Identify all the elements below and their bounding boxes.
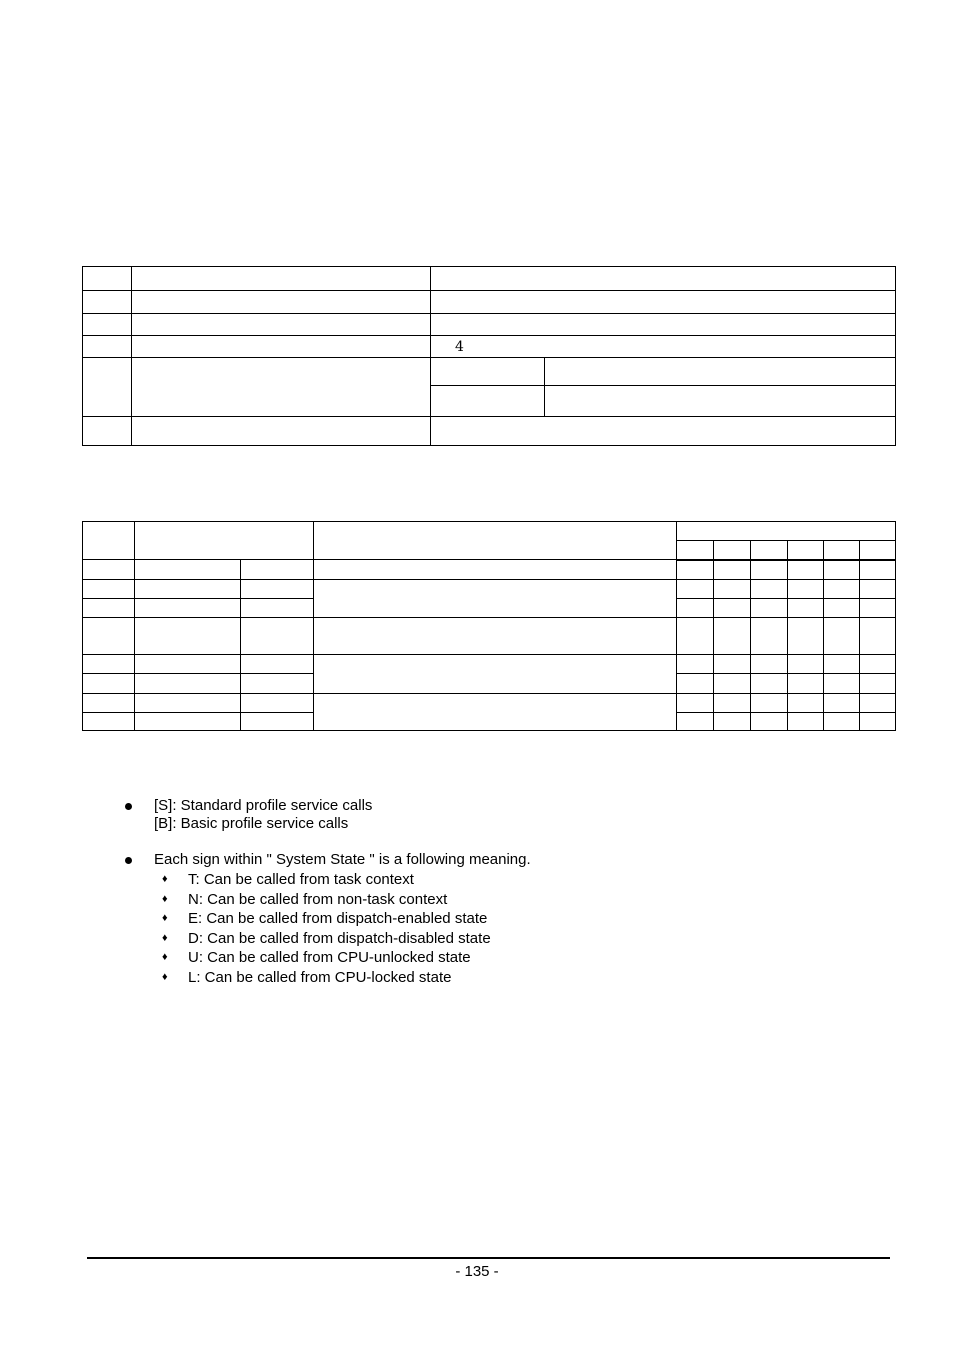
table-cell	[824, 580, 860, 599]
note-bullet	[120, 797, 531, 833]
table-cell	[545, 358, 896, 386]
table-cell	[135, 655, 241, 674]
table-cell	[751, 599, 788, 618]
table-cell	[83, 291, 132, 314]
table-cell	[83, 694, 135, 713]
table-cell	[677, 599, 714, 618]
diamond-icon: ♦	[162, 892, 168, 905]
table-cell	[788, 599, 824, 618]
table-cell	[860, 655, 896, 674]
table-cell	[751, 541, 788, 560]
table-cell	[83, 522, 135, 560]
table-row	[83, 560, 896, 580]
table-cell	[677, 674, 714, 694]
table-cell	[714, 580, 751, 599]
table-cell	[314, 618, 677, 655]
note-text: [B]: Basic profile service calls	[154, 815, 349, 832]
table-cell	[132, 417, 431, 446]
table-cell	[132, 291, 431, 314]
diamond-icon: ♦	[162, 970, 168, 983]
table-cell	[751, 674, 788, 694]
table-cell	[824, 560, 860, 580]
table-cell	[788, 655, 824, 674]
table-cell	[83, 618, 135, 655]
table-cell	[824, 713, 860, 731]
table-cell	[860, 618, 896, 655]
table-cell	[431, 314, 896, 336]
table-cell	[751, 713, 788, 731]
parameter-table	[82, 266, 896, 446]
diamond-icon: ♦	[162, 931, 168, 944]
table-cell	[824, 694, 860, 713]
table-row	[83, 417, 896, 446]
table-cell	[431, 386, 545, 417]
table-cell	[83, 336, 132, 358]
state-item: ♦ L: Can be called from CPU-locked state	[162, 968, 452, 986]
table-cell	[714, 655, 751, 674]
table-cell	[241, 655, 314, 674]
table-cell	[431, 358, 545, 386]
table-cell	[824, 618, 860, 655]
table-cell-value: 4	[455, 339, 464, 355]
table-cell	[751, 694, 788, 713]
table-cell	[714, 674, 751, 694]
table-cell	[135, 713, 241, 731]
state-item: ♦ E: Can be called from dispatch-enabled state	[162, 910, 488, 927]
table-cell	[83, 599, 135, 618]
table-row	[83, 358, 896, 386]
table-cell	[860, 560, 896, 580]
table-cell	[83, 314, 132, 336]
table-row	[83, 314, 896, 336]
note-text: Each sign within " System State " is a following meaning.	[154, 851, 531, 868]
table-cell	[132, 314, 431, 336]
table-cell	[788, 694, 824, 713]
table-cell	[714, 713, 751, 731]
table-cell	[788, 580, 824, 599]
table-cell	[431, 336, 896, 358]
table-row	[83, 291, 896, 314]
table-cell	[241, 618, 314, 655]
table-cell	[677, 522, 896, 541]
table-cell	[824, 674, 860, 694]
table-row	[83, 694, 896, 713]
table-cell	[751, 655, 788, 674]
table-cell	[431, 267, 896, 291]
table-cell	[677, 618, 714, 655]
table-cell	[751, 618, 788, 655]
table-cell	[314, 694, 677, 731]
state-item: ♦ U: Can be called from CPU-unlocked state	[162, 949, 471, 966]
diamond-icon: ♦	[162, 873, 168, 885]
table-cell	[132, 336, 431, 358]
table-cell	[83, 358, 132, 417]
table-cell	[677, 655, 714, 674]
table-row	[83, 580, 896, 599]
table-cell	[314, 560, 677, 580]
bullet-dot-icon	[125, 857, 132, 864]
table-cell	[314, 522, 677, 560]
table-cell	[314, 655, 677, 694]
table-cell	[135, 694, 241, 713]
table-cell	[135, 618, 241, 655]
table-cell	[788, 674, 824, 694]
table-cell	[314, 580, 677, 618]
notes-section	[120, 797, 531, 987]
table-cell	[241, 694, 314, 713]
table-cell	[714, 599, 751, 618]
table-cell	[83, 267, 132, 291]
table-cell	[677, 560, 714, 580]
table-cell	[132, 267, 431, 291]
table-row	[83, 618, 896, 655]
table-cell	[788, 541, 824, 560]
table-cell	[135, 580, 241, 599]
table-cell	[714, 694, 751, 713]
table-cell	[751, 560, 788, 580]
table-cell	[677, 713, 714, 731]
table-cell	[135, 522, 314, 560]
table-cell	[83, 417, 132, 446]
table-cell	[431, 417, 896, 446]
table-cell	[714, 541, 751, 560]
table-cell	[677, 694, 714, 713]
table-cell	[241, 674, 314, 694]
table-cell	[714, 618, 751, 655]
table-cell	[824, 599, 860, 618]
table-cell	[788, 618, 824, 655]
table-cell	[83, 674, 135, 694]
table-cell	[241, 560, 314, 580]
table-row	[83, 267, 896, 291]
table-cell	[241, 599, 314, 618]
table-cell	[83, 655, 135, 674]
table-row	[83, 655, 896, 674]
table-cell	[135, 674, 241, 694]
table-cell	[135, 599, 241, 618]
table-cell	[714, 560, 751, 580]
table-cell	[860, 580, 896, 599]
table-row	[83, 336, 896, 358]
service-call-table	[82, 521, 896, 731]
table-cell	[824, 541, 860, 560]
table-cell	[860, 541, 896, 560]
diamond-icon: ♦	[162, 951, 168, 963]
table-cell	[241, 580, 314, 599]
table-cell	[860, 713, 896, 731]
state-item: ♦ T: Can be called from task context	[162, 871, 414, 888]
note-bullet	[120, 851, 531, 869]
note-text: [S]: Standard profile service calls	[154, 797, 373, 814]
table-cell	[860, 694, 896, 713]
table-cell	[431, 291, 896, 314]
table-cell	[860, 599, 896, 618]
table-cell	[83, 713, 135, 731]
table-cell	[677, 580, 714, 599]
table-cell	[83, 560, 135, 580]
bullet-dot-icon	[125, 803, 132, 810]
table-cell	[241, 713, 314, 731]
footer-divider	[87, 1257, 890, 1259]
state-item: ♦ D: Can be called from dispatch-disabled state	[162, 929, 491, 947]
table-header-row	[83, 522, 896, 541]
table-cell	[677, 541, 714, 560]
table-cell	[83, 580, 135, 599]
table-cell	[824, 655, 860, 674]
table-cell	[132, 358, 431, 417]
page-number: - 135 -	[455, 1263, 499, 1280]
table-cell	[545, 386, 896, 417]
table-cell	[788, 560, 824, 580]
diamond-icon: ♦	[162, 912, 168, 924]
table-cell	[751, 580, 788, 599]
table-cell	[788, 713, 824, 731]
table-cell	[860, 674, 896, 694]
state-item: ♦ N: Can be called from non-task context	[162, 890, 448, 908]
table-cell	[135, 560, 241, 580]
